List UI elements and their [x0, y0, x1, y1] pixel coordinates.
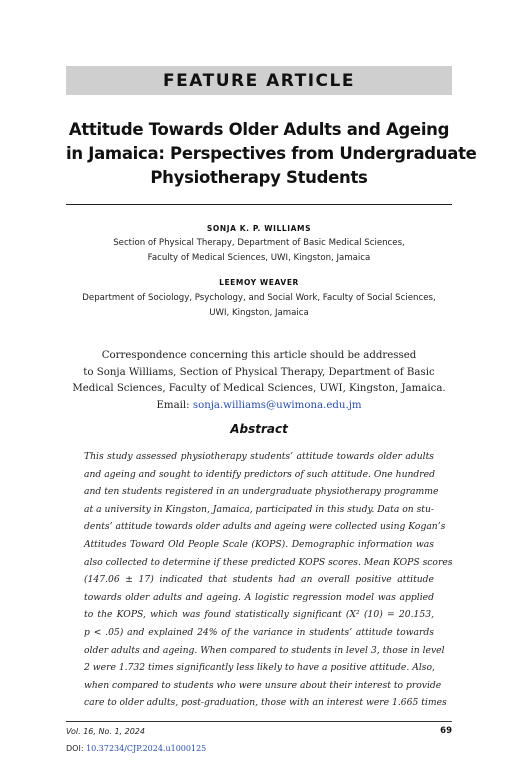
doi-link[interactable]: 10.37234/CJP.2024.u1000125 [86, 744, 207, 753]
doi-label: DOI: [66, 744, 84, 753]
abstract-line: (147.06 ± 17) indicated that students had an overall positive attitude [84, 574, 434, 586]
title-line: Physiotherapy Students [150, 168, 368, 187]
author-affiliation [66, 291, 452, 321]
article-title [66, 118, 477, 190]
title-line: in Jamaica: Perspectives from Undergraduate [66, 144, 477, 163]
abstract-line: Attitudes Toward Old People Scale (KOPS). Demographic information was [84, 538, 434, 550]
abstract-line: This study assessed physiotherapy students’ attitude towards older adults [84, 451, 434, 462]
correspondence-line: to Sonja Williams, Section of Physical Therapy, Department of Basic [83, 366, 435, 378]
abstract-line: to the KOPS, which was found statistically significant (X² (10) = 20.153, [84, 609, 434, 621]
abstract-line: and ten students registered in an undergraduate physiotherapy programme [84, 486, 439, 498]
affiliation-line: Section of Physical Therapy, Department of Basic Medical Sciences, [113, 238, 405, 248]
abstract-line: 2 were 1.732 times significantly less likely to have a positive attitude. Also, [84, 662, 435, 674]
page-number: 69 [440, 726, 452, 736]
abstract-line: older adults and ageing. When compared to students in level 3, those in level [84, 644, 445, 656]
author-name: SONJA K. P. WILLIAMS [206, 224, 312, 233]
abstract-line: dents’ attitude towards older adults and ageing were collected using Kogan’s [84, 521, 446, 533]
correspondence-line: Correspondence concerning this article should be addressed [101, 350, 417, 361]
author-affiliation [66, 236, 452, 266]
email-link[interactable]: sonja.williams@uwimona.edu.jm [192, 399, 362, 411]
footer-divider [66, 721, 452, 722]
doi-line [66, 744, 206, 753]
correspondence-note [66, 348, 452, 414]
banner-label: FEATURE ARTICLE [163, 70, 355, 91]
abstract-line: also collected to determine if these predicted KOPS scores. Mean KOPS scores [84, 556, 453, 568]
abstract-line: and ageing and sought to identify predictors of such attitude. One hundred [84, 468, 435, 480]
journal-volume: Vol. 16, No. 1, 2024 [66, 727, 145, 736]
affiliation-line: UWI, Kingston, Jamaica [209, 308, 309, 318]
affiliation-line: Department of Sociology, Psychology, and Social Work, Faculty of Social Sciences, [82, 293, 436, 303]
abstract-line: at a university in Kingston, Jamaica, participated in this study. Data on stu- [84, 503, 435, 515]
abstract-body [84, 448, 453, 712]
title-divider [66, 204, 452, 205]
title-line: Attitude Towards Older Adults and Ageing [68, 120, 450, 139]
abstract-line: when compared to students who were unsure about their interest to provide [84, 679, 442, 691]
abstract-line: p < .05) and explained 24% of the variance in students’ attitude towards [84, 626, 434, 638]
feature-article-banner [66, 66, 452, 95]
abstract-line: care to older adults, post-graduation, those with an interest were 1.665 times [84, 697, 447, 709]
author-name: LEEMOY WEAVER [219, 278, 299, 287]
affiliation-line: Faculty of Medical Sciences, UWI, Kingston, Jamaica [147, 253, 371, 263]
correspondence-line: Medical Sciences, Faculty of Medical Sciences, UWI, Kingston, Jamaica. [72, 383, 446, 394]
email-label: Email: [156, 399, 190, 411]
abstract-line: towards older adults and ageing. A logistic regression model was applied [84, 591, 434, 603]
abstract-heading: Abstract [230, 422, 288, 436]
correspondence-email-line [66, 398, 452, 415]
